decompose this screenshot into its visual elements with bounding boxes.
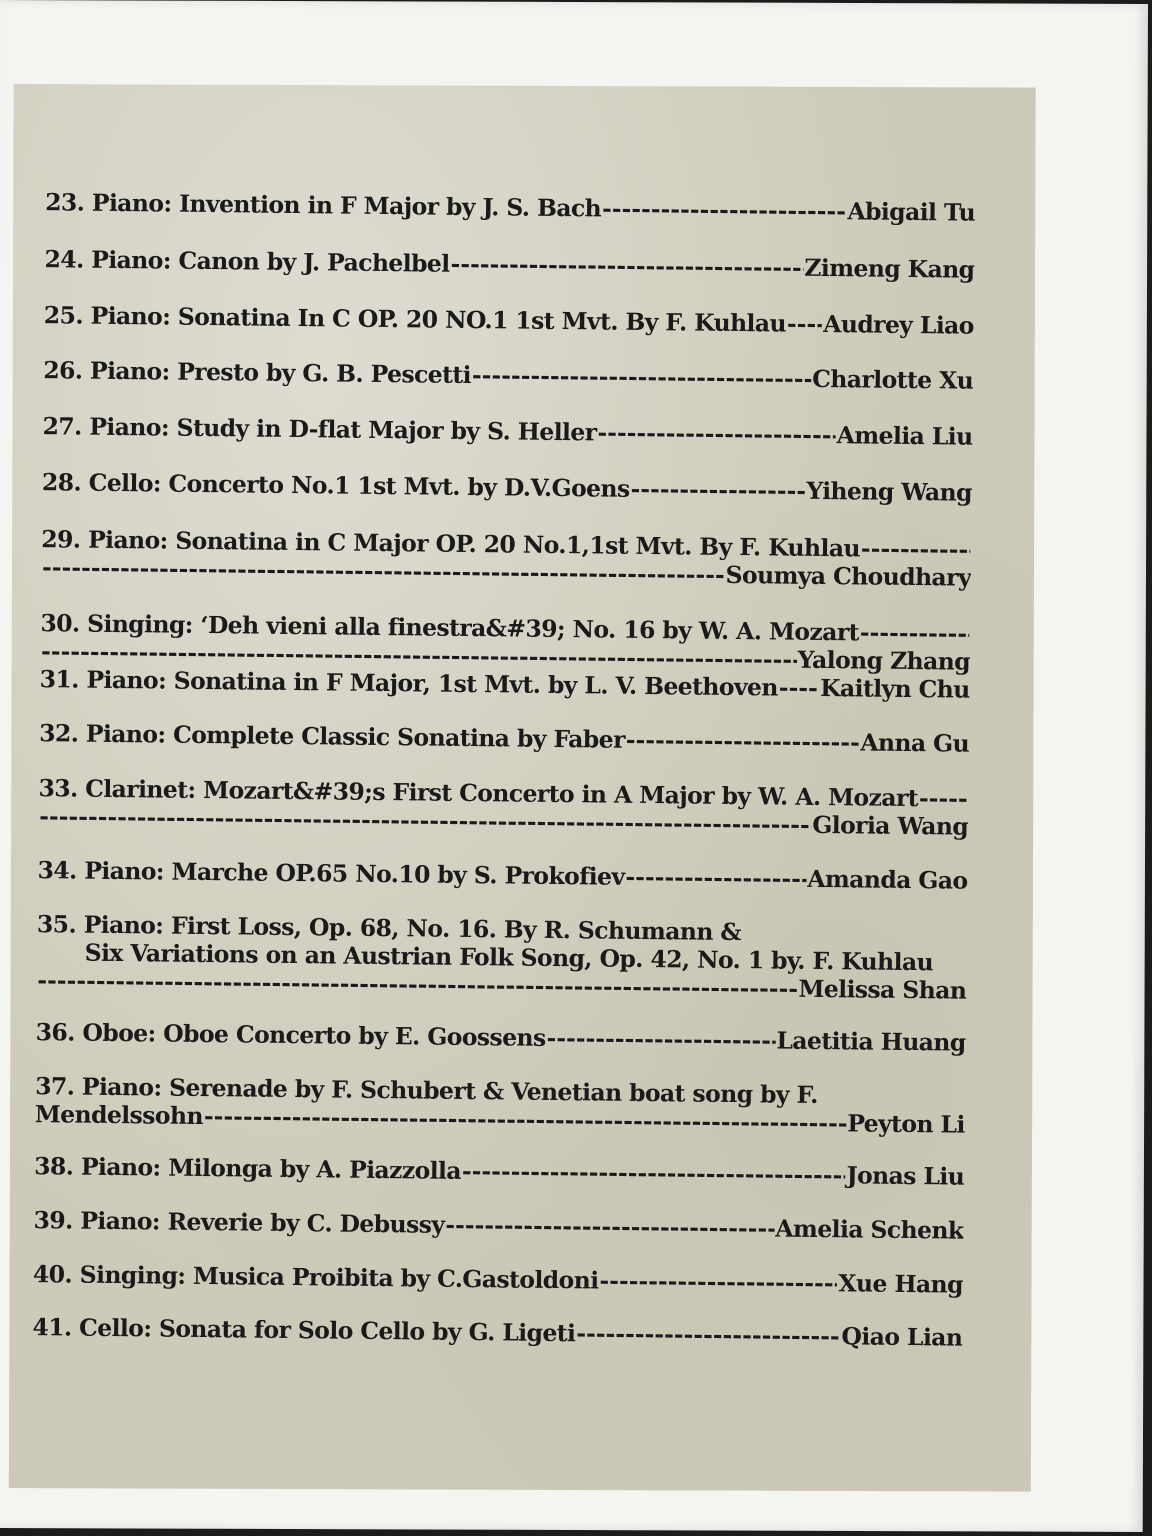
entry-number: 27. bbox=[42, 412, 82, 441]
entry-piece: Piano: Complete Classic Sonatina by Faber bbox=[85, 719, 625, 754]
entry-performer: Yalong Zhang bbox=[797, 645, 971, 676]
entry-performer: Gloria Wang bbox=[812, 810, 969, 841]
entry-performer: Yiheng Wang bbox=[806, 476, 973, 507]
entry-piece: Cello: Concerto No.1 1st Mvt. by D.V.Goens bbox=[88, 468, 630, 503]
leader-dashes bbox=[450, 250, 803, 282]
leader-dashes bbox=[462, 1157, 846, 1189]
entry-piece: Piano: Milonga by A. Piazzolla bbox=[80, 1152, 462, 1185]
program-entry-33 bbox=[38, 774, 969, 841]
entry-piece: Piano: Study in D-flat Major by S. Heller bbox=[89, 412, 597, 447]
entry-number: 30. bbox=[40, 609, 80, 638]
entry-performer: Charlotte Xu bbox=[812, 364, 974, 395]
entry-number: 23. bbox=[45, 188, 85, 217]
entry-number: 33. bbox=[38, 774, 78, 803]
entry-performer: Amelia Schenk bbox=[775, 1214, 964, 1245]
entry-piece: Piano: Invention in F Major by J. S. Bach bbox=[91, 188, 602, 223]
entry-number: 36. bbox=[35, 1018, 76, 1047]
leader-dashes bbox=[597, 418, 836, 449]
entry-number: 24. bbox=[44, 245, 84, 274]
program-entry-29 bbox=[41, 525, 972, 592]
entry-number: 40. bbox=[32, 1260, 73, 1289]
entry-performer: Anna Gu bbox=[860, 728, 970, 758]
entry-performer: Xue Hang bbox=[838, 1269, 964, 1299]
leader-dashes bbox=[546, 1024, 775, 1055]
entry-number: 31. bbox=[39, 665, 80, 694]
entry-performer: Peyton Li bbox=[847, 1109, 965, 1139]
leader-dashes bbox=[625, 863, 806, 893]
entry-piece: Piano: Serenade by F. Schubert & Venetian boat song by F. bbox=[81, 1072, 819, 1109]
leader-dashes bbox=[602, 194, 847, 225]
leader-dashes bbox=[861, 534, 971, 563]
entry-number: 26. bbox=[43, 356, 83, 385]
entry-performer: Qiao Lian bbox=[841, 1322, 963, 1352]
entry-number: 35. bbox=[36, 910, 77, 939]
entry-number: 38. bbox=[34, 1152, 74, 1181]
entry-number: 32. bbox=[39, 719, 79, 748]
entry-piece-continued: Mendelssohn bbox=[34, 1100, 204, 1131]
program-entry-35 bbox=[36, 910, 967, 1005]
entry-performer: Jonas Liu bbox=[846, 1161, 965, 1191]
entry-performer: Amanda Gao bbox=[807, 864, 968, 895]
entry-performer: Kaitlyn Chu bbox=[820, 673, 970, 704]
entry-piece: Clarinet: Mozart&#39;s First Concerto in A Major by W. A. Mozart bbox=[85, 774, 919, 813]
entry-performer: Zimeng Kang bbox=[804, 253, 975, 284]
program-entry-30 bbox=[40, 609, 971, 676]
leader-dashes bbox=[472, 361, 812, 393]
leader-dashes bbox=[599, 1267, 837, 1298]
leader-dashes bbox=[445, 1211, 774, 1243]
entry-number: 28. bbox=[41, 468, 82, 497]
leader-dashes bbox=[630, 475, 805, 505]
entry-performer: Audrey Liao bbox=[823, 309, 975, 340]
entry-piece: Piano: Marche OP.65 No.10 by S. Prokofiev bbox=[84, 856, 625, 891]
entry-number: 41. bbox=[32, 1313, 72, 1342]
leader-dashes bbox=[787, 310, 823, 338]
entry-performer: Soumya Choudhary bbox=[725, 560, 972, 592]
leader-dashes bbox=[779, 674, 820, 702]
entry-piece: Oboe: Oboe Concerto by E. Goossens bbox=[82, 1018, 546, 1052]
entry-number: 37. bbox=[34, 1072, 75, 1101]
entry-piece: Cello: Sonata for Solo Cello by G. Ligeti bbox=[78, 1313, 576, 1348]
leader-dashes bbox=[626, 726, 860, 757]
leader-dashes bbox=[860, 618, 970, 647]
leader-dashes bbox=[919, 784, 968, 813]
entry-number: 39. bbox=[33, 1206, 73, 1235]
entry-piece-continued: Six Variations on an Austrian Folk Song, Op. 42, No. 1 by. F. Kuhlau bbox=[84, 938, 934, 977]
entry-performer: Melissa Shan bbox=[798, 974, 967, 1005]
entry-piece: Piano: Canon by J. Pachelbel bbox=[91, 245, 450, 278]
entry-performer: Abigail Tu bbox=[847, 197, 976, 227]
entry-number: 34. bbox=[37, 856, 77, 885]
leader-dashes bbox=[576, 1319, 840, 1350]
entry-piece: Piano: Presto by G. B. Pescetti bbox=[89, 356, 472, 389]
entry-piece: Singing: ‘Deh vieni alla finestra&#39; No. 16 by W. A. Mozart bbox=[86, 609, 859, 647]
entry-piece: Piano: Sonatina in C Major OP. 20 No.1,1st Mvt. By F. Kuhlau bbox=[87, 525, 861, 563]
entry-piece: Piano: Sonatina in F Major, 1st Mvt. by L. V. Beethoven bbox=[86, 665, 778, 702]
entry-number: 25. bbox=[43, 301, 84, 330]
entry-piece: Piano: First Loss, Op. 68, No. 16. By R. Schumann & bbox=[83, 910, 742, 947]
entry-performer: Amelia Liu bbox=[836, 421, 973, 451]
entry-piece: Piano: Sonatina In C OP. 20 NO.1 1st Mvt. By F. Kuhlau bbox=[90, 301, 787, 338]
entry-performer: Laetitia Huang bbox=[776, 1026, 966, 1057]
entry-number: 29. bbox=[41, 525, 81, 554]
entry-piece: Singing: Musica Proibita by C.Gastoldoni bbox=[79, 1260, 599, 1295]
entry-piece: Piano: Reverie by C. Debussy bbox=[80, 1206, 445, 1239]
program-entry-37 bbox=[35, 1072, 966, 1139]
